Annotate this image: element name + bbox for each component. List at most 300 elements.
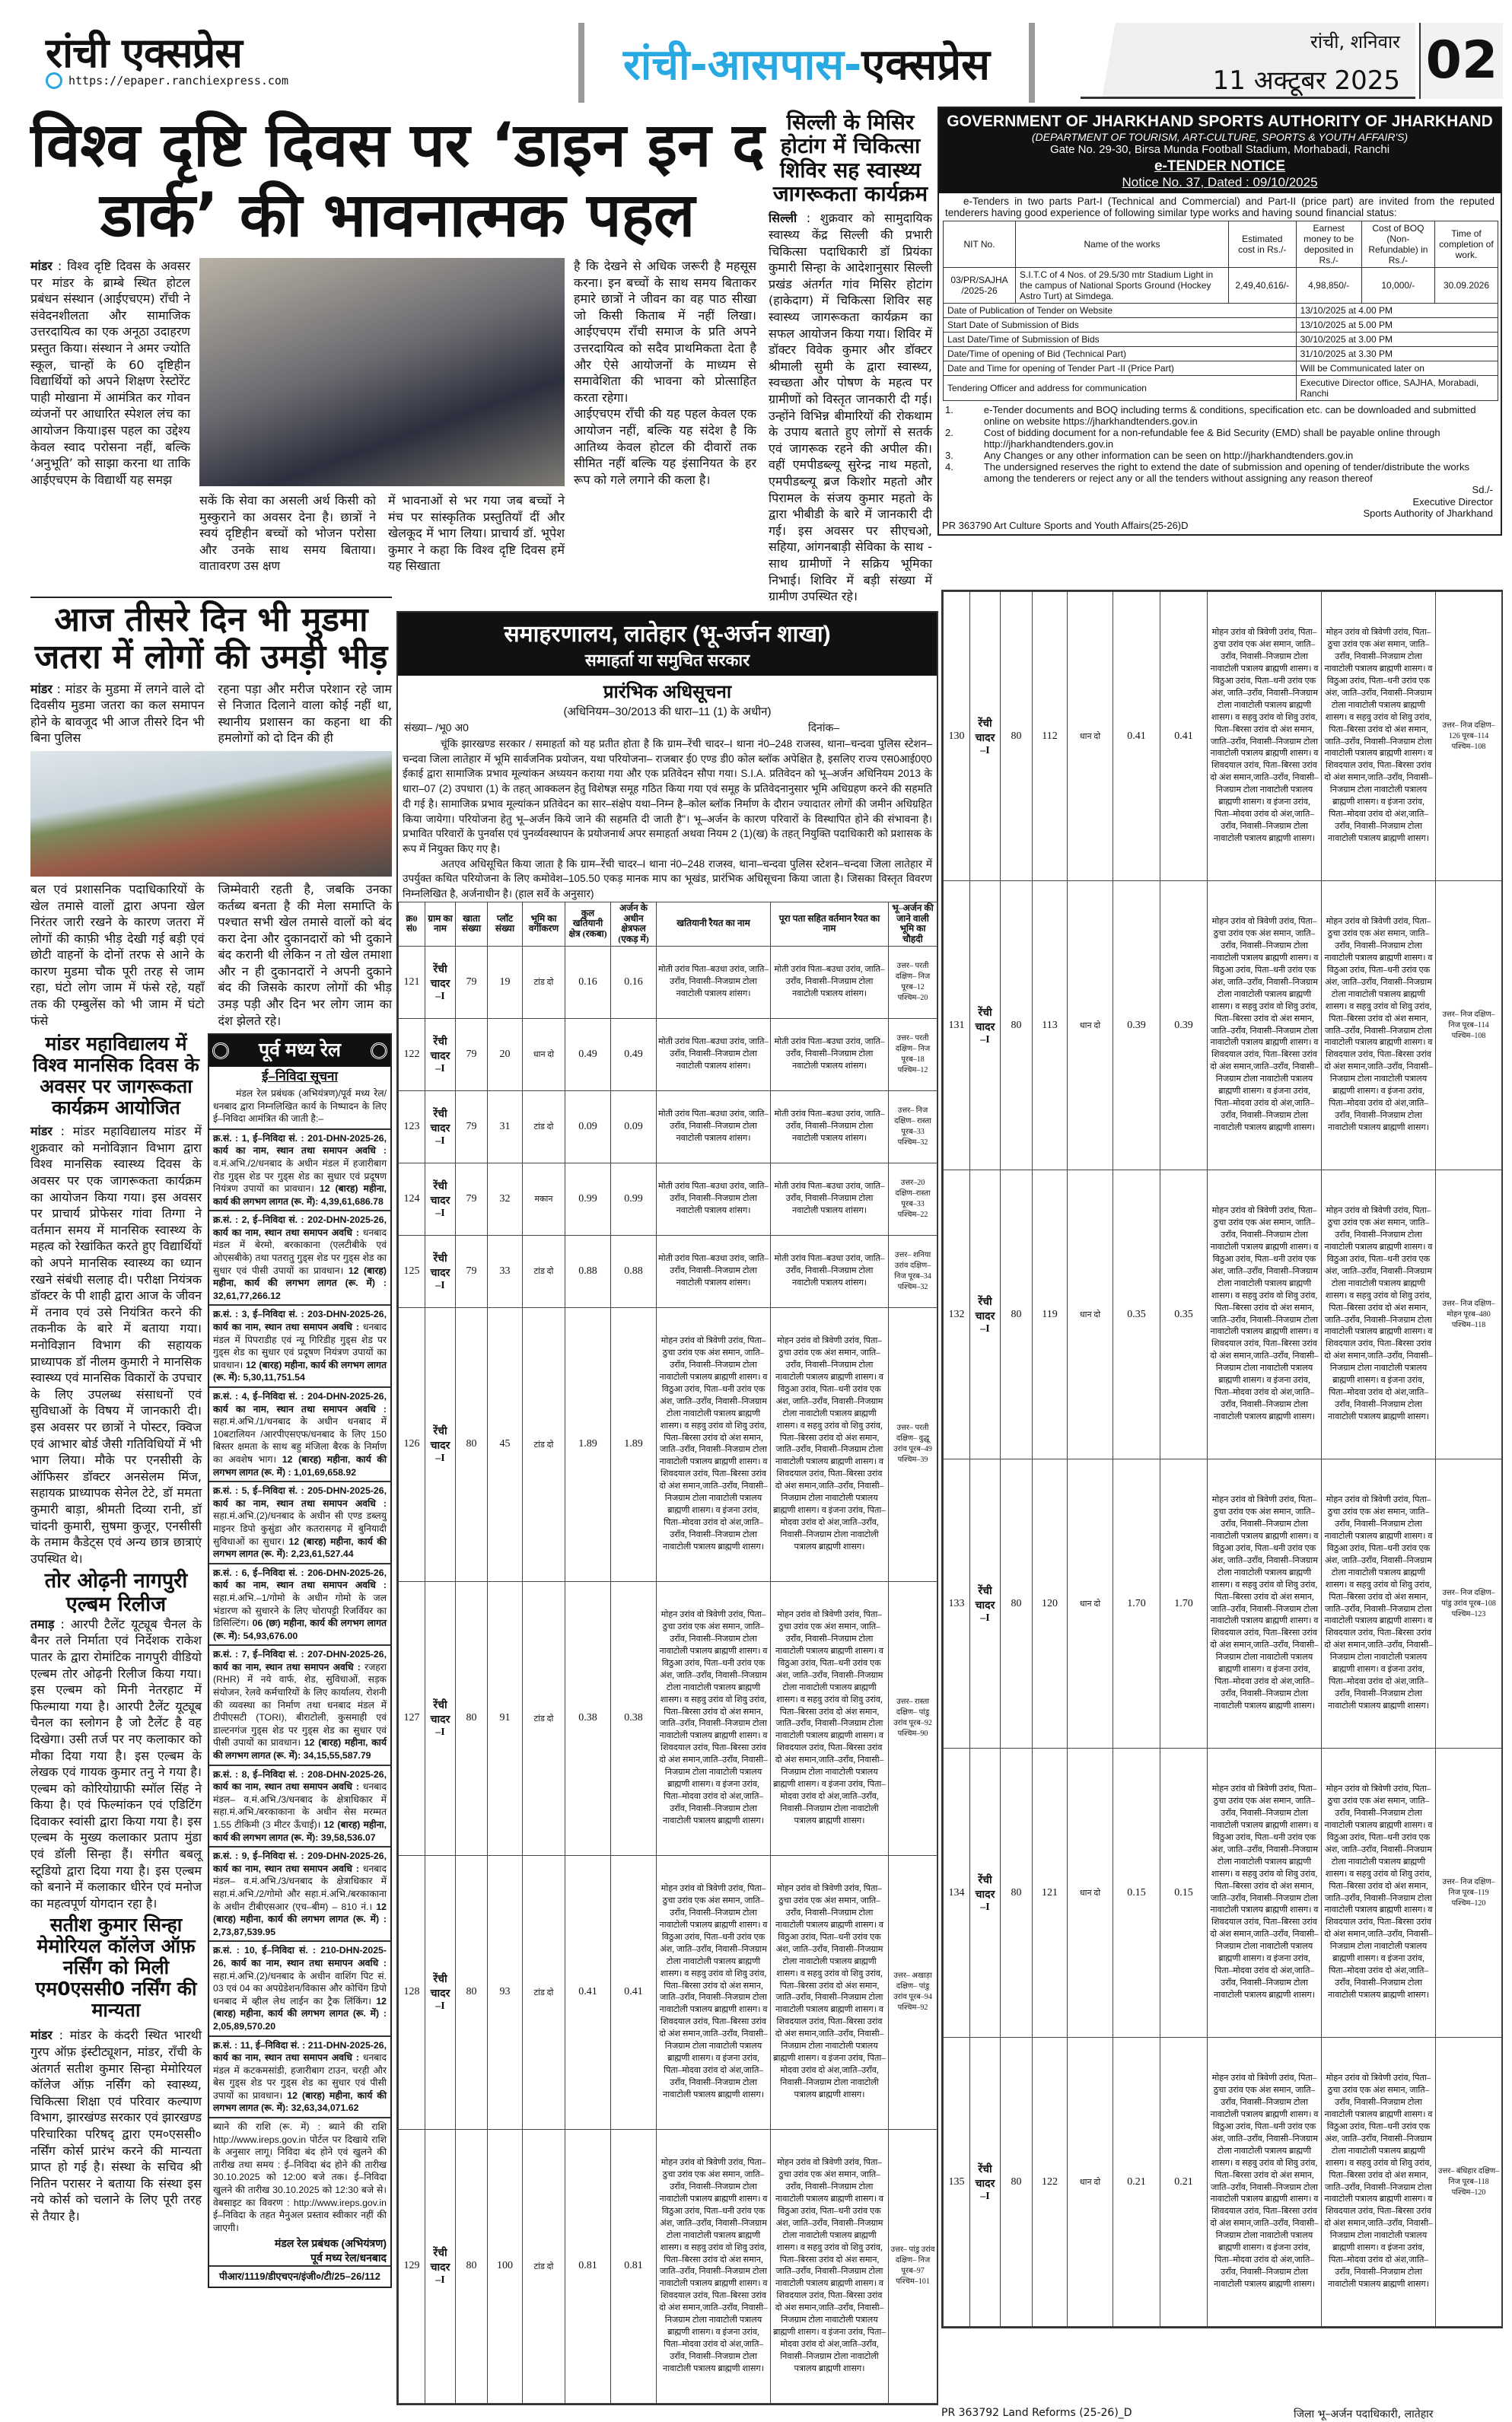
- th: Name of the works: [1016, 221, 1229, 268]
- item-desc: व.मं.अभि./2/धनबाद के अधीन मंडल में हजारीबाग रोड गुड्स शेड पर गुड्स शेड का सुधार एवं प्रदूषण नियंत्रण उपायों का प्रावधान।: [213, 1157, 387, 1195]
- silli-body: [769, 210, 932, 604]
- text: : मांडर के मुडमा में लगने वाले दो दिवसीय मुडमा जतरा का कल समापन होने के बावजूद भी आज तीसरे दिन भी बिना पुलिस: [30, 681, 205, 746]
- note-num: 4.: [945, 461, 953, 473]
- plot-no: 93: [488, 1855, 523, 2129]
- serial-no: 130: [944, 592, 970, 881]
- globe-icon: [46, 72, 62, 89]
- land-class: धान दो: [523, 1018, 565, 1090]
- land-class: धान दो: [1068, 2038, 1113, 2327]
- khatiyani-owner: मोती उरांव पिता–बउधा उरांव, जाति–उराँव, निवासी–निजग्राम टोला नवाटोली पत्रालय शांसग।: [657, 1235, 771, 1307]
- th: Time of completion of work.: [1434, 221, 1498, 268]
- railway-etender-ad: [208, 1033, 392, 2287]
- serial-no: 121: [399, 946, 425, 1018]
- rail-title: पूर्व मध्य रेल: [258, 1039, 342, 1061]
- boundaries: उत्तर– निज दक्षिण– मोहन पूरब–480 पश्चिम–118: [1436, 1170, 1502, 1459]
- acquired-area: 0.35: [1160, 1170, 1208, 1459]
- rail-tender-item: [209, 1644, 390, 1764]
- rail-subtitle: ई–निविदा सूचना: [262, 1069, 338, 1084]
- acquired-area: 0.38: [611, 1581, 657, 1855]
- dateline: मांडर: [30, 1124, 53, 1139]
- boundaries: उत्तर– निज दक्षिण– रास्ता पूरब–33 पश्चिम–32: [889, 1090, 937, 1163]
- current-owner-address: मोहन उरांव वो त्रिवेणी उरांव, पिता–ठुचा उरांव एक अंश समान, जाति–उराँव, निवासी–निजग्राम टोला नावाटोली पत्रालय ब्राह्मणी शासग। व विठुआ उरांव, पिता–धनी उरांव एक अंश, जाति–उराँव, निवासी–निजग्राम टोला नावाटोली पत्रालय ब्राह्मणी शासग। व सहवु उरांव वो शिवु उरांव, पिता–बिरसा उरांव दो अंश समान, जाति–उराँव, निवासी–निजग्राम टोला नावाटोली पत्रालय ब्राह्मणी शासग। व शिवदयाल उरांव, पिता–बिरसा उरांव दो अंश समान,जाति–उराँव, निवासी–निजग्राम टोला नावाटोली पत्रालय ब्राह्मणी शासग। व इंजना उरांव, पिता–मोदवा उरांव दो अंश,जाति–उराँव, निवासी–निजग्राम टोला नावाटोली पत्रालय ब्राह्मणी शासग।: [1322, 1170, 1436, 1459]
- acquired-area: 0.49: [611, 1018, 657, 1090]
- current-owner-address: मोहन उरांव वो त्रिवेणी उरांव, पिता–ठुचा उरांव एक अंश समान, जाति–उराँव, निवासी–निजग्राम टोला नावाटोली पत्रालय ब्राह्मणी शासग। व विठुआ उरांव, पिता–धनी उरांव एक अंश, जाति–उराँव, निवासी–निजग्राम टोला नावाटोली पत्रालय ब्राह्मणी शासग। व सहवु उरांव वो शिवु उरांव, पिता–बिरसा उरांव दो अंश समान, जाति–उराँव, निवासी–निजग्राम टोला नावाटोली पत्रालय ब्राह्मणी शासग। व शिवदयाल उरांव, पिता–बिरसा उरांव दो अंश समान,जाति–उराँव, निवासी–निजग्राम टोला नावाटोली पत्रालय ब्राह्मणी शासग। व इंजना उरांव, पिता–मोदवा उरांव दो अंश,जाति–उराँव, निवासी–निजग्राम टोला नावाटोली पत्रालय ब्राह्मणी शासग।: [1322, 1749, 1436, 2038]
- column-header: खतियानी रैयत का नाम: [657, 902, 771, 946]
- plot-no: 91: [488, 1581, 523, 1855]
- village-name: रेंची चादर –I: [425, 1018, 456, 1090]
- divider: [30, 597, 392, 598]
- current-owner-address: मोती उरांव पिता–बउधा उरांव, जाति–उराँव, निवासी–निजग्राम टोला नवाटोली पत्रालय शांसग।: [771, 1090, 889, 1163]
- item-desc: धनबाद मंडल– व.मं.अभि./3/धनबाद के क्षेत्राधिकार में सहा.मं.अभि./बरकाकाना के अधीन सेस मरम्मत 1.55 टीकिमी (3 मीटर ऊँचाई)।: [213, 1781, 387, 1830]
- land-row: [399, 946, 937, 1018]
- land-signatory: जिला भू–अर्जन पदाधिकारी, लातेहार: [1294, 2408, 1434, 2420]
- notice-title: e-TENDER NOTICE: [1154, 158, 1286, 174]
- acquired-area: 0.16: [611, 946, 657, 1018]
- land-sub: समाहर्ता या समुचित सरकार: [584, 651, 750, 670]
- signature: [939, 484, 1501, 520]
- th: Estimated cost in Rs./-: [1229, 221, 1297, 268]
- boundaries: उत्तर– परती दक्षिण– निज पूरब–18 पश्चिम–12: [889, 1018, 937, 1090]
- village-name: रेंची चादर –I: [970, 1459, 1001, 1749]
- current-owner-address: मोहन उरांव वो त्रिवेणी उरांव, पिता–ठुचा उरांव एक अंश समान, जाति–उराँव, निवासी–निजग्राम टोला नावाटोली पत्रालय ब्राह्मणी शासग। व विठुआ उरांव, पिता–धनी उरांव एक अंश, जाति–उराँव, निवासी–निजग्राम टोला नावाटोली पत्रालय ब्राह्मणी शासग। व सहवु उरांव वो शिवु उरांव, पिता–बिरसा उरांव दो अंश समान, जाति–उराँव, निवासी–निजग्राम टोला नावाटोली पत्रालय ब्राह्मणी शासग। व शिवदयाल उरांव, पिता–बिरसा उरांव दो अंश समान,जाति–उराँव, निवासी–निजग्राम टोला नावाटोली पत्रालय ब्राह्मणी शासग। व इंजना उरांव, पिता–मोदवा उरांव दो अंश,जाति–उराँव, निवासी–निजग्राम टोला नावाटोली पत्रालय ब्राह्मणी शासग।: [1322, 1459, 1436, 1749]
- acquired-area: 0.41: [1160, 592, 1208, 881]
- rail-tender-item: [209, 1765, 390, 1847]
- text: : शुक्रवार को सामुदायिक स्वास्थ्य केंद्र सिल्ली की प्रभारी चिकित्सा पदाधिकारी डॉ प्रियंका कुमारी सिन्हा के आदेशानुसार सिल्ली प्रखंड अंतर्गत गांव मिसिर होटांग (हाकेदाग) में चिकित्सा शिविर सह स्वास्थ्य जागरूकता कार्यक्रम का सफल आयोजन किया गया। शिविर में डॉक्टर विवेक कुमार और डॉक्टर श्रीमाली सुमी के द्वारा स्वास्थ्य, स्वच्छता और पोषण के महत्व पर ग्रामीणों को विस्तृत जानकारी दी गई। उन्होंने विभिन्न बीमारियों की रोकथाम के उपाय बताते हुए लोगों से सतर्क एवं जागरूक रहने की अपील की। वहीं एमपीडब्ल्यू सुरेन्द्र नाथ महतो, एमपीडब्ल्यू ब्रज किशोर महतो और पिरामल के संजय कुमार महतो के द्वारा भीबीडी के बारे में जानकारी दी गई। इस अवसर पर सीएचओ, सहिया, आंगनबाड़ी सेविका के साथ - साथ ग्रामीणों ने सक्रिय भूमिका निभाई। शिविर में बड़ी संख्या में ग्रामीण उपस्थित रहे।: [769, 211, 932, 604]
- item-desc: रजहरा (RHR) में नये वार्फ, शेड, सुविधाओं, सड़क संयोजन, रेलवे कर्मचारियों के लिए कार्यालय, रोशनी की व्यवस्था का निर्माण तथा धनबाद मंडल में टीपीएसटी (TORI), बीराटोली, कुसमाही एवं डाल्टनगंज गुड्स शेड पर गुड्स शेड का सुधार एवं पीसी उपायों का प्रावधान।: [213, 1661, 387, 1749]
- mudma-p1: [30, 681, 205, 746]
- village-name: रेंची चादर –I: [425, 946, 456, 1018]
- item-desc: धनबाद मंडल– व.मं.अभि./3/धनबाद के क्षेत्राधिकार में सहा.मं.अभि./2/गोमो और सहा.मं.अभि./बरकाकाना के अधीन टीबीएसआर (एच–बीम) – 810 नं.।: [213, 1863, 387, 1912]
- lead-col3: में भावनाओं से भर गया जब बच्चों ने मंच पर सांस्कृतिक प्रस्तुतियाँ दीं और खेलकूद में भाग लिया। प्राचार्य डॉ. भूपेश कुमार ने कहा कि विश्व दृष्टि दिवस हमें यह सिखाता: [388, 493, 565, 574]
- khatiyani-owner: मोती उरांव पिता–बउधा उरांव, जाति–उराँव, निवासी–निजग्राम टोला नवाटोली पत्रालय शांसग।: [657, 1163, 771, 1235]
- city-day: रांची, शनिवार: [1310, 31, 1400, 53]
- column-header: प्लॉट संख्या: [488, 902, 523, 946]
- item-label: कार्य का नाम, स्थान तथा समापन अवधि :: [213, 1781, 359, 1793]
- serial-no: 124: [399, 1163, 425, 1235]
- total-area: 0.39: [1113, 881, 1160, 1170]
- rail-signatory-office: पूर्व मध्य रेल/धनबाद: [310, 2252, 387, 2264]
- khatiyani-owner: मोहन उरांव वो त्रिवेणी उरांव, पिता–ठुचा उरांव एक अंश समान, जाति–उराँव, निवासी–निजग्राम टोला नावाटोली पत्रालय ब्राह्मणी शासग। व विठुआ उरांव, पिता–धनी उरांव एक अंश, जाति–उराँव, निवासी–निजग्राम टोला नावाटोली पत्रालय ब्राह्मणी शासग। व सहवु उरांव वो शिवु उरांव, पिता–बिरसा उरांव दो अंश समान, जाति–उराँव, निवासी–निजग्राम टोला नावाटोली पत्रालय ब्राह्मणी शासग। व शिवदयाल उरांव, पिता–बिरसा उरांव दो अंश समान,जाति–उराँव, निवासी–निजग्राम टोला नावाटोली पत्रालय ब्राह्मणी शासग। व इंजना उरांव, पिता–मोदवा उरांव दो अंश,जाति–उराँव, निवासी–निजग्राम टोला नावाटोली पत्रालय ब्राह्मणी शासग।: [1208, 1170, 1322, 1459]
- address: Gate No. 29-30, Birsa Munda Football Stadium, Morhabadi, Ranchi: [1049, 143, 1390, 156]
- note: [945, 461, 1494, 484]
- mudma-headline: आज तीसरे दिन भी मुडमा जतरा में लोगों की उमड़ी भीड़: [34, 600, 388, 677]
- column-header: कुल खतियानी क्षेत्र (रकबा): [565, 902, 611, 946]
- ihm-group-photo: [199, 258, 565, 486]
- lead-col1: [30, 258, 190, 488]
- plot-no: 20: [488, 1018, 523, 1090]
- total-area: 0.35: [1113, 1170, 1160, 1459]
- land-class: टांड दो: [523, 1090, 565, 1163]
- item-label: कार्य का नाम, स्थान तथा समापन अवधि :: [213, 1322, 359, 1333]
- rail-tender-item: [209, 1128, 390, 1211]
- boundaries: उत्तर– अखाड़ा दक्षिण– पांडु उरांव पूरब–94 पश्चिम–92: [889, 1855, 937, 2129]
- land-para: अतएव अधिसूचित किया जाता है कि ग्राम–रेंची चादर–I थाना नं0–248 राजस्व, थाना–चन्दवा पुलिस स्टेशन–चन्दवा जिला लातेहार में उपर्युक्त कथित परियोजना के लिए कमोवेश–105.50 एकड़ मानक माप का भूखंड, प्रारंभिक अधिसूचना किया जाता है। जिसका विस्तृत विवरण निम्नलिखित है, अर्जनाधीन है। (हाल सर्वे के अनुसार): [403, 858, 932, 900]
- plot-no: 113: [1033, 881, 1068, 1170]
- pr-number: PR 363790 Art Culture Sports and Youth Affairs(25-26)D: [942, 519, 1189, 531]
- plot-no: 119: [1033, 1170, 1068, 1459]
- th: NIT No.: [944, 221, 1016, 268]
- item-cost: 12 (बारह) महीना, कार्य की लगभग लागत (रू. में) : 2,73,87,539.95: [213, 1901, 387, 1937]
- land-act: (अधिनियम–30/2013 की धारा–11 (1) के अधीन): [563, 705, 772, 718]
- serial-no: 126: [399, 1307, 425, 1581]
- khata-no: 79: [456, 1163, 488, 1235]
- land-para: चूंकि झारखण्ड सरकार / समाहर्ता को यह प्रतीत होता है कि ग्राम–रेंची चादर–I थाना नं0–248 राजस्व, थाना–चन्दवा पुलिस स्टेशन–चन्दवा जिला लातेहार में भूमि सार्वजनिक प्रयोजन, यथा परियोजना– राजबार ई0 एण्ड डी0 कोल ब्लॉक अपेक्षित है, इसलिए राज्य एस0आई0ए0 ईकाई द्वारा सामाजिक प्रभाव मूल्यांकन अध्ययन कराया गया और एक प्रतिवेदन सौपा गया। S.I.A. प्रतिवेदन को भू–अर्जन अधिनियम 2013 के धारा–07 (2) उपधारा (1) के तहत् आक्कलन हेतु विशेषज्ञ समूह गठित किया गया एवं समूह के प्रतिवेदनानुसार भूमि अधिग्रहण करने की सहमति दी गई है। सामाजिक प्रभाव मूल्यांकन प्रतिवेदन का सार–संक्षेप यथा–निम्न है–कोल ब्लॉक निर्माण के दौरान ज्यादातर लोगों की जमीन अधिग्रहित किया जायेगा। परियोजना हेतु भू–अर्जन किये जाने की सहमति दी जाती है"। भू–अर्जन के कारण परिवारों के विस्थापित होने की संभावना है। प्रभावित परिवारों के पुनर्वास एवं पुनर्व्यवस्थापन के प्रयोजनार्थ अपर समाहर्ता अथवा नियम 2 (1)(ख) के तहत् नियुक्ति पदाधिकारी को प्रशासक के रूप में नियुक्त किए गए है।: [403, 738, 932, 855]
- org-name: GOVERNMENT OF JHARKHAND SPORTS AUTHORITY OF JHARKHAND: [947, 113, 1493, 130]
- sig-line: Executive Director: [1412, 495, 1493, 508]
- mudma-p3: बल एवं प्रशासनिक पदाधिकारियों के खेल तमासे वालों द्वारा अपना खेल निरंतर जारी रखने के कारण जतरा में लोगों की काफ़ी भीड़ देखी गई बड़ी एवं छोटी वाहनों के दोनों तरफ से आने के कारण मुडमा चौक पूरी तरह से जाम रहा, घंटो लोग जाम में फंसे रहे, यहाँ तक की एम्बुलेंस को भी जाम में घंटो फंसे: [30, 881, 205, 1028]
- item-head: क्र.सं. : 5, ई–निविदा सं. : 205-DHN-2025-26,: [213, 1485, 387, 1497]
- sig-line: Sd./-: [1472, 484, 1493, 495]
- item-head: क्र.सं. : 1, ई–निविदा सं. : 201-DHN-2025-26,: [213, 1132, 387, 1144]
- date-value: 30/10/2025 at 3.00 PM: [1296, 333, 1498, 347]
- land-table: [398, 902, 937, 2404]
- serial-no: 127: [399, 1581, 425, 1855]
- land-title: प्रारंभिक अधिसूचना: [603, 682, 732, 702]
- item-desc: सहा.मं.अभि.–1/गोमो के अधीन गोमो के जल भंडारण को सुधारने के लिए चोरापट्टी रिजर्वियर का डिसिल्टिंग।: [213, 1592, 387, 1629]
- land-row: [399, 1090, 937, 1163]
- boundaries: उत्तर– निज दक्षिण– पांडु उरांव पूरब–108 पश्चिम–123: [1436, 1459, 1502, 1749]
- current-owner-address: मोती उरांव पिता–बउधा उरांव, जाति–उराँव, निवासी–निजग्राम टोला नवाटोली पत्रालय शांसग।: [771, 1018, 889, 1090]
- village-name: रेंची चादर –I: [425, 2129, 456, 2403]
- land-pr-number: PR 363792 Land Reforms (25-26)_D: [941, 2407, 1132, 2419]
- lead-headline: विश्व दृष्टि दिवस पर ‘डाइन इन द डार्क’ की भावनात्मक पहल: [30, 110, 765, 250]
- album-headline: तोर ओढ़नी नागपुरी एल्बम रिलीज: [44, 1569, 188, 1616]
- boundaries: उत्तर– निज दक्षिण–126 पूरब–114 पश्चिम–108: [1436, 592, 1502, 881]
- plot-no: 31: [488, 1090, 523, 1163]
- date-label: Tendering Officer and address for communication: [944, 376, 1297, 401]
- khata-no: 80: [1001, 1459, 1033, 1749]
- village-name: रेंची चादर –I: [970, 592, 1001, 881]
- text: : मांडर के कंदरी स्थित भारथी गुरप ऑफ़ इंस्टीट्यूशन, मांडर, राँची के अंतगर्त सतीश कुमार सिन्हा मेमोरियल कॉलेज ऑफ़ नर्सिंग को स्वास्थ्य, चिकित्सा शिक्षा एवं परिवार कल्याण विभाग, झारखंण्ड सरकार एवं झारखण्ड परिचारिका परिषद् द्वारा एम०एससी० नर्सिंग कोर्स प्रारंभ करने की मान्यता प्राप्त हो गई है। संस्था के सचिव श्री नितिन परासर ने बताया कि संस्था इस नये कोर्स को चलाने के लिए पूरी तरह से तैयार है।: [30, 2028, 202, 2223]
- total-area: 0.15: [1113, 1749, 1160, 2038]
- item-head: क्र.सं. : 10, ई–निविदा सं. : 210-DHN-2025-26,: [213, 1945, 387, 1968]
- land-class: टांड दो: [523, 1307, 565, 1581]
- land-row: [399, 1163, 937, 1235]
- section-title-black: एक्सप्रेस: [861, 40, 990, 90]
- text: : विश्व दृष्टि दिवस के अवसर पर मांडर के ब्राम्बे स्थित होटल प्रबंधन संस्थान (आईएचएम) राँची ने संवेदनशीलता और सामाजिक उत्तरदायित्व का एक अनूठा उदाहरण प्रस्तुत किया। संस्थान ने अमर ज्योति स्कूल, चान्हों के 60 दृष्टिहीन विद्यार्थियों को अपने शिक्षण रेस्टोरेंट पाही मोखाना में आमंत्रित कर गोवन व्यंजनों पर आधारित स्पेशल लंच का आयोजन किया।इस पहल का उद्देश्य केवल स्वाद परोसना नहीं, बल्कि ‘अनुभूति’ को साझा करना था ताकि आईएचएम के विद्यार्थी यह समझ: [30, 259, 190, 487]
- notice-number: Notice No. 37, Dated : 09/10/2025: [1122, 175, 1318, 189]
- note-num: 3.: [945, 450, 953, 461]
- khatiyani-owner: मोहन उरांव वो त्रिवेणी उरांव, पिता–ठुचा उरांव एक अंश समान, जाति–उराँव, निवासी–निजग्राम टोला नावाटोली पत्रालय ब्राह्मणी शासग। व विठुआ उरांव, पिता–धनी उरांव एक अंश, जाति–उराँव, निवासी–निजग्राम टोला नावाटोली पत्रालय ब्राह्मणी शासग। व सहवु उरांव वो शिवु उरांव, पिता–बिरसा उरांव दो अंश समान, जाति–उराँव, निवासी–निजग्राम टोला नावाटोली पत्रालय ब्राह्मणी शासग। व शिवदयाल उरांव, पिता–बिरसा उरांव दो अंश समान,जाति–उराँव, निवासी–निजग्राम टोला नावाटोली पत्रालय ब्राह्मणी शासग। व इंजना उरांव, पिता–मोदवा उरांव दो अंश,जाति–उराँव, निवासी–निजग्राम टोला नावाटोली पत्रालय ब्राह्मणी शासग।: [657, 1581, 771, 1855]
- mudma-crowd-photo: [30, 751, 392, 877]
- serial-no: 132: [944, 1170, 970, 1459]
- land-row: [944, 1170, 1502, 1459]
- column-header: भू–अर्जन की जाने वाली भूमि का चौहदी: [889, 902, 937, 946]
- item-head: क्र.सं. : 6, ई–निविदा सं. : 206-DHN-2025-26,: [213, 1567, 387, 1578]
- mudma-p4: जिम्मेवारी रहती है, जबकि उनका कर्तब्य बनता है की मेला समाप्ति के पश्चात सभी खेल तमासे वालों को बंद करा देना और दुकानदारों को भी दुकाने बंद करानी थी लेकिन न तो खेल तमाशा और न ही दुकानदारों ने अपनी दुकाने बंद की जिसके कारण लोगों की भीड़ उमड़ पड़ी और दिन भर लोग जाम का दंश झेलते रहे।: [218, 881, 392, 1028]
- total-area: 0.81: [565, 2129, 611, 2403]
- boundaries: उत्तर– निज दक्षिण– निज पूरब–114 पश्चिम–108: [1436, 881, 1502, 1170]
- current-owner-address: मोहन उरांव वो त्रिवेणी उरांव, पिता–ठुचा उरांव एक अंश समान, जाति–उराँव, निवासी–निजग्राम टोला नावाटोली पत्रालय ब्राह्मणी शासग। व विठुआ उरांव, पिता–धनी उरांव एक अंश, जाति–उराँव, निवासी–निजग्राम टोला नावाटोली पत्रालय ब्राह्मणी शासग। व सहवु उरांव वो शिवु उरांव, पिता–बिरसा उरांव दो अंश समान, जाति–उराँव, निवासी–निजग्राम टोला नावाटोली पत्रालय ब्राह्मणी शासग। व शिवदयाल उरांव, पिता–बिरसा उरांव दो अंश समान,जाति–उराँव, निवासी–निजग्राम टोला नावाटोली पत्रालय ब्राह्मणी शासग। व इंजना उरांव, पिता–मोदवा उरांव दो अंश,जाति–उराँव, निवासी–निजग्राम टोला नावाटोली पत्रालय ब्राह्मणी शासग।: [771, 1307, 889, 1581]
- land-row: [399, 1855, 937, 2129]
- acquired-area: 0.88: [611, 1235, 657, 1307]
- acquired-area: 0.15: [1160, 1749, 1208, 2038]
- land-class: धान दो: [1068, 1459, 1113, 1749]
- item-cost: 12 (बारह) महीना, कार्य की लगभग लागत (रू. में): 34,15,55,587.79: [213, 1737, 387, 1762]
- rail-tender-item: [209, 1940, 390, 2035]
- rail-intro: मंडल रेल प्रबंधक (अभियंत्रण)/पूर्व मध्य रेल/धनबाद द्वारा निम्नलिखित कार्य के निष्पादन के लिए ई–निविदा आमंत्रित की जाती है:–: [213, 1087, 387, 1125]
- acquired-area: 1.70: [1160, 1459, 1208, 1749]
- item-label: कार्य का नाम, स्थान तथा समापन अवधि :: [213, 1661, 361, 1672]
- railway-emblem-icon: [371, 1042, 387, 1059]
- total-area: 0.38: [565, 1581, 611, 1855]
- dept: (DEPARTMENT OF TOURISM, ART-CULTURE, SPORTS & YOUTH AFFAIR'S): [1031, 131, 1409, 143]
- boq-cost: 10,000/-: [1361, 268, 1434, 304]
- land-class: मकान: [523, 1163, 565, 1235]
- date-value: 13/10/2025 at 5.00 PM: [1296, 318, 1498, 333]
- item-head: क्र.सं. : 3, ई–निविदा सं. : 203-DHN-2025-26,: [213, 1309, 387, 1320]
- album-body: [30, 1616, 202, 1912]
- khatiyani-owner: मोहन उरांव वो त्रिवेणी उरांव, पिता–ठुचा उरांव एक अंश समान, जाति–उराँव, निवासी–निजग्राम टोला नावाटोली पत्रालय ब्राह्मणी शासग। व विठुआ उरांव, पिता–धनी उरांव एक अंश, जाति–उराँव, निवासी–निजग्राम टोला नावाटोली पत्रालय ब्राह्मणी शासग। व सहवु उरांव वो शिवु उरांव, पिता–बिरसा उरांव दो अंश समान, जाति–उराँव, निवासी–निजग्राम टोला नावाटोली पत्रालय ब्राह्मणी शासग। व शिवदयाल उरांव, पिता–बिरसा उरांव दो अंश समान,जाति–उराँव, निवासी–निजग्राम टोला नावाटोली पत्रालय ब्राह्मणी शासग। व इंजना उरांव, पिता–मोदवा उरांव दो अंश,जाति–उराँव, निवासी–निजग्राम टोला नावाटोली पत्रालय ब्राह्मणी शासग।: [657, 1307, 771, 1581]
- serial-no: 128: [399, 1855, 425, 2129]
- plot-no: 45: [488, 1307, 523, 1581]
- item-label: कार्य का नाम, स्थान तथा समापन अवधि :: [213, 1403, 387, 1415]
- acquired-area: 0.39: [1160, 881, 1208, 1170]
- boundaries: उत्तर– बंधिहार दक्षिण– निज पूरब–118 पश्चिम–120: [1436, 2038, 1502, 2327]
- khata-no: 79: [456, 1090, 488, 1163]
- rail-signatory: मंडल रेल प्रबंधक (अभियंत्रण): [274, 2237, 387, 2250]
- khata-no: 80: [1001, 2038, 1033, 2327]
- serial-no: 131: [944, 881, 970, 1170]
- note-num: 1.: [945, 404, 953, 415]
- khatiyani-owner: मोती उरांव पिता–बउधा उरांव, जाति–उराँव, निवासी–निजग्राम टोला नवाटोली पत्रालय शांसग।: [657, 1090, 771, 1163]
- total-area: 0.41: [565, 1855, 611, 2129]
- column-header: पूरा पता सहित वर्तमान रैयत का नाम: [771, 902, 889, 946]
- plot-no: 100: [488, 2129, 523, 2403]
- boundaries: उत्तर– परती दक्षिण– निज पूरब–12 पश्चिम–20: [889, 946, 937, 1018]
- current-owner-address: मोती उरांव पिता–बउधा उरांव, जाति–उराँव, निवासी–निजग्राम टोला नवाटोली पत्रालय शांसग।: [771, 946, 889, 1018]
- land-row: [399, 1581, 937, 1855]
- boundaries: उत्तर– शनिया उरांव दक्षिण– निज पूरब–34 पश्चिम–32: [889, 1235, 937, 1307]
- college-headline: मांडर महाविद्यालय में विश्व मानसिक दिवस के अवसर पर जागरूकता कार्यक्रम आयोजित: [33, 1033, 199, 1119]
- item-cost: 12 (बारह) महीना, कार्य की लगभग लागत (रू. में) : 32,61,77,266.12: [213, 1265, 387, 1301]
- land-class: टांड दो: [523, 946, 565, 1018]
- khatiyani-owner: मोहन उरांव वो त्रिवेणी उरांव, पिता–ठुचा उरांव एक अंश समान, जाति–उराँव, निवासी–निजग्राम टोला नावाटोली पत्रालय ब्राह्मणी शासग। व विठुआ उरांव, पिता–धनी उरांव एक अंश, जाति–उराँव, निवासी–निजग्राम टोला नावाटोली पत्रालय ब्राह्मणी शासग। व सहवु उरांव वो शिवु उरांव, पिता–बिरसा उरांव दो अंश समान, जाति–उराँव, निवासी–निजग्राम टोला नावाटोली पत्रालय ब्राह्मणी शासग। व शिवदयाल उरांव, पिता–बिरसा उरांव दो अंश समान,जाति–उराँव, निवासी–निजग्राम टोला नावाटोली पत्रालय ब्राह्मणी शासग। व इंजना उरांव, पिता–मोदवा उरांव दो अंश,जाति–उराँव, निवासी–निजग्राम टोला नावाटोली पत्रालय ब्राह्मणी शासग।: [1208, 2038, 1322, 2327]
- rail-tender-item: [209, 1481, 390, 1563]
- rail-tender-item: [209, 1846, 390, 1940]
- khata-no: 79: [456, 1235, 488, 1307]
- tender-notes: [939, 401, 1501, 484]
- estimated-cost: 2,49,40,616/-: [1229, 268, 1297, 304]
- silli-story: [769, 110, 932, 605]
- left-narrow-column: [30, 1033, 202, 2224]
- item-label: कार्य का नाम, स्थान तथा समापन अवधि :: [213, 1145, 387, 1157]
- dateline-box: [1081, 23, 1415, 99]
- column-header: ग्राम का नाम: [425, 902, 456, 946]
- url-text: https://epaper.ranchiexpress.com: [68, 74, 288, 88]
- column-header: क्र0 सं0: [399, 902, 425, 946]
- note-num: 2.: [945, 427, 953, 438]
- dateline: मांडर: [30, 2028, 53, 2043]
- current-owner-address: मोती उरांव पिता–बउधा उरांव, जाति–उराँव, निवासी–निजग्राम टोला नवाटोली पत्रालय शांसग।: [771, 1235, 889, 1307]
- serial-no: 133: [944, 1459, 970, 1749]
- item-desc: सहा.मं.अभि.(2)/धनबाद के अधीन वाशिंग पिट सं. 03 एवं 04 का अपग्रेडेशन/विकास और कोचिंग डिपो धनबाद में व्हील लेथ लाईन का ट्रैक लिंकिंग।: [213, 1970, 387, 2007]
- land-row: [399, 1018, 937, 1090]
- note: [945, 427, 1494, 450]
- rail-tender-item: [209, 2035, 390, 2118]
- village-name: रेंची चादर –I: [425, 1235, 456, 1307]
- village-name: रेंची चादर –I: [425, 1307, 456, 1581]
- khatiyani-owner: मोहन उरांव वो त्रिवेणी उरांव, पिता–ठुचा उरांव एक अंश समान, जाति–उराँव, निवासी–निजग्राम टोला नावाटोली पत्रालय ब्राह्मणी शासग। व विठुआ उरांव, पिता–धनी उरांव एक अंश, जाति–उराँव, निवासी–निजग्राम टोला नावाटोली पत्रालय ब्राह्मणी शासग। व सहवु उरांव वो शिवु उरांव, पिता–बिरसा उरांव दो अंश समान, जाति–उराँव, निवासी–निजग्राम टोला नावाटोली पत्रालय ब्राह्मणी शासग। व शिवदयाल उरांव, पिता–बिरसा उरांव दो अंश समान,जाति–उराँव, निवासी–निजग्राम टोला नावाटोली पत्रालय ब्राह्मणी शासग। व इंजना उरांव, पिता–मोदवा उरांव दो अंश,जाति–उराँव, निवासी–निजग्राम टोला नावाटोली पत्रालय ब्राह्मणी शासग।: [657, 2129, 771, 2403]
- dateline: मांडर: [30, 259, 53, 273]
- text: : आरपी टैलेंट यूट्यूब चैनल के बैनर तले निर्माता एवं निर्देशक राकेश पातर के द्वारा रोमांटिक नागपुरी वीडियो एल्बम तोर ओढ़नी रिलीज किया गया। इस एल्बम को मिनी नेतरहाट में फिल्माया गया है। आरपी टैलेंट यूट्यूब चैनल का स्लोगन है जो टैलेंट है वह दिखेगा। उसी तर्ज पर नए कलाकार को मौका दिया गया है। इस एल्बम के लेखक एवं गायक कुमार तनु ने गया है। एल्बम को कोरियोग्राफी स्मॉल सिंह ने किया है। एवं फिल्मांकन एवं एडिटिंग दिवाकर स्वांसी द्वारा किया गया है। इस एल्बम के मुख्य कलाकार प्रताप मुंडा एवं डॉली सिन्हा हैं। संगीत बबलू स्टूडियो द्वारा दिया गया है। इस एल्बम को बनाने में कलाकार धीरेन एवं मनोज का महत्वपूर्ण योगदान रहा है।: [30, 1616, 202, 1911]
- plot-no: 122: [1033, 2038, 1068, 2327]
- current-owner-address: मोती उरांव पिता–बउधा उरांव, जाति–उराँव, निवासी–निजग्राम टोला नवाटोली पत्रालय शांसग।: [771, 1163, 889, 1235]
- land-class: धान दो: [1068, 1749, 1113, 2038]
- boundaries: उत्तर– रास्ता दक्षिण– पांडु उरांव पूरब–92 पश्चिम–90: [889, 1581, 937, 1855]
- total-area: 0.09: [565, 1090, 611, 1163]
- khatiyani-owner: मोहन उरांव वो त्रिवेणी उरांव, पिता–ठुचा उरांव एक अंश समान, जाति–उराँव, निवासी–निजग्राम टोला नावाटोली पत्रालय ब्राह्मणी शासग। व विठुआ उरांव, पिता–धनी उरांव एक अंश, जाति–उराँव, निवासी–निजग्राम टोला नावाटोली पत्रालय ब्राह्मणी शासग। व सहवु उरांव वो शिवु उरांव, पिता–बिरसा उरांव दो अंश समान, जाति–उराँव, निवासी–निजग्राम टोला नावाटोली पत्रालय ब्राह्मणी शासग। व शिवदयाल उरांव, पिता–बिरसा उरांव दो अंश समान,जाति–उराँव, निवासी–निजग्राम टोला नावाटोली पत्रालय ब्राह्मणी शासग। व इंजना उरांव, पिता–मोदवा उरांव दो अंश,जाति–उराँव, निवासी–निजग्राम टोला नावाटोली पत्रालय ब्राह्मणी शासग।: [1208, 1459, 1322, 1749]
- land-row: [944, 2038, 1502, 2327]
- item-label: कार्य का नाम, स्थान तथा समापन अवधि :: [213, 2052, 359, 2064]
- page-number: 02: [1419, 23, 1503, 99]
- current-owner-address: मोहन उरांव वो त्रिवेणी उरांव, पिता–ठुचा उरांव एक अंश समान, जाति–उराँव, निवासी–निजग्राम टोला नावाटोली पत्रालय ब्राह्मणी शासग। व विठुआ उरांव, पिता–धनी उरांव एक अंश, जाति–उराँव, निवासी–निजग्राम टोला नावाटोली पत्रालय ब्राह्मणी शासग। व सहवु उरांव वो शिवु उरांव, पिता–बिरसा उरांव दो अंश समान, जाति–उराँव, निवासी–निजग्राम टोला नावाटोली पत्रालय ब्राह्मणी शासग। व शिवदयाल उरांव, पिता–बिरसा उरांव दो अंश समान,जाति–उराँव, निवासी–निजग्राम टोला नावाटोली पत्रालय ब्राह्मणी शासग। व इंजना उरांव, पिता–मोदवा उरांव दो अंश,जाति–उराँव, निवासी–निजग्राम टोला नावाटोली पत्रालय ब्राह्मणी शासग।: [1322, 881, 1436, 1170]
- nursing-body: [30, 2027, 202, 2224]
- epaper-url[interactable]: [46, 72, 288, 89]
- village-name: रेंची चादर –I: [425, 1855, 456, 2129]
- khata-no: 80: [456, 1581, 488, 1855]
- land-class: धान दो: [1068, 592, 1113, 881]
- tender-table: [943, 221, 1498, 401]
- mudma-p2: रहना पड़ा और मरीज परेशान रहे जाम से निजात दिलाने वाला कोई नहीं था, स्थानीय प्रशासन का कहना था की हमलोगों को दो दिन की ही: [218, 681, 392, 746]
- item-head: क्र.सं. : 7, ई–निविदा सं. : 207-DHN-2025-26,: [213, 1649, 387, 1660]
- dateline: सिल्ली: [769, 211, 797, 226]
- item-desc: धनबाद मंडल में कटकमसांडी, हजारीबाग टाउन, चरही और बेस गुड्स शेड पर गुड्स शेड का सुधार एवं पीसी उपायों का प्रावधान।: [213, 2052, 387, 2101]
- item-cost: 12 (बारह) महीना, कार्य की लगभग लागत (रू. में): 2,23,61,527.44: [213, 1536, 387, 1560]
- date-value: 13/10/2025 at 4.00 PM: [1296, 304, 1498, 318]
- item-label: कार्य का नाम, स्थान तथा समापन अवधि :: [213, 1497, 387, 1509]
- plot-no: 32: [488, 1163, 523, 1235]
- item-label: कार्य का नाम, स्थान तथा समापन अवधि :: [213, 1863, 359, 1874]
- date-label: Last Date/Time of Submission of Bids: [944, 333, 1297, 347]
- item-head: क्र.सं. : 2, ई–निविदा सं. : 202-DHN-2025-26,: [213, 1214, 387, 1226]
- lead-col4: [574, 258, 756, 488]
- current-owner-address: मोहन उरांव वो त्रिवेणी उरांव, पिता–ठुचा उरांव एक अंश समान, जाति–उराँव, निवासी–निजग्राम टोला नावाटोली पत्रालय ब्राह्मणी शासग। व विठुआ उरांव, पिता–धनी उरांव एक अंश, जाति–उराँव, निवासी–निजग्राम टोला नावाटोली पत्रालय ब्राह्मणी शासग। व सहवु उरांव वो शिवु उरांव, पिता–बिरसा उरांव दो अंश समान, जाति–उराँव, निवासी–निजग्राम टोला नावाटोली पत्रालय ब्राह्मणी शासग। व शिवदयाल उरांव, पिता–बिरसा उरांव दो अंश समान,जाति–उराँव, निवासी–निजग्राम टोला नावाटोली पत्रालय ब्राह्मणी शासग। व इंजना उरांव, पिता–मोदवा उरांव दो अंश,जाति–उराँव, निवासी–निजग्राम टोला नावाटोली पत्रालय ब्राह्मणी शासग।: [771, 1581, 889, 1855]
- total-area: 0.16: [565, 946, 611, 1018]
- date-value: Executive Director office, SAJHA, Morabadi, Ranchi: [1296, 376, 1498, 401]
- serial-no: 122: [399, 1018, 425, 1090]
- date-value: Will be Communicated later on: [1296, 361, 1498, 376]
- plot-no: 112: [1033, 592, 1068, 881]
- khata-no: 80: [1001, 592, 1033, 881]
- khatiyani-owner: मोती उरांव पिता–बउधा उरांव, जाति–उराँव, निवासी–निजग्राम टोला नवाटोली पत्रालय शांसग।: [657, 1018, 771, 1090]
- plot-no: 33: [488, 1235, 523, 1307]
- total-area: 1.89: [565, 1307, 611, 1581]
- khata-no: 80: [456, 1307, 488, 1581]
- item-head: क्र.सं. : 11, ई–निविदा सं. : 211-DHN-2025-26,: [213, 2039, 387, 2051]
- earnest-money: 4,98,850/-: [1296, 268, 1361, 304]
- railway-emblem-icon: [212, 1042, 229, 1059]
- column-header: भूमि का वर्गीकरण: [523, 902, 565, 946]
- item-desc: धनबाद मंडल में बेरमो, बरकाकाना (एलटीबीके एवं ओएसबीके) तथा पतरातु गुड्स शेड पर गुड्स शेड का सुधार एवं पीसी उपायों का प्रावधान।: [213, 1227, 387, 1276]
- acquired-area: 0.21: [1160, 2038, 1208, 2327]
- date-label: Date/Time of opening of Bid (Technical Part): [944, 347, 1297, 361]
- boundaries: उत्तर– परती दक्षिण– वुद्धू उरांव पूरब–49 पश्चिम–39: [889, 1307, 937, 1581]
- acquired-area: 0.81: [611, 2129, 657, 2403]
- land-row: [399, 2129, 937, 2403]
- khatiyani-owner: मोहन उरांव वो त्रिवेणी उरांव, पिता–ठुचा उरांव एक अंश समान, जाति–उराँव, निवासी–निजग्राम टोला नावाटोली पत्रालय ब्राह्मणी शासग। व विठुआ उरांव, पिता–धनी उरांव एक अंश, जाति–उराँव, निवासी–निजग्राम टोला नावाटोली पत्रालय ब्राह्मणी शासग। व सहवु उरांव वो शिवु उरांव, पिता–बिरसा उरांव दो अंश समान, जाति–उराँव, निवासी–निजग्राम टोला नावाटोली पत्रालय ब्राह्मणी शासग। व शिवदयाल उरांव, पिता–बिरसा उरांव दो अंश समान,जाति–उराँव, निवासी–निजग्राम टोला नावाटोली पत्रालय ब्राह्मणी शासग। व इंजना उरांव, पिता–मोदवा उरांव दो अंश,जाति–उराँव, निवासी–निजग्राम टोला नावाटोली पत्रालय ब्राह्मणी शासग।: [1208, 592, 1322, 881]
- note-text: Cost of bidding document for a non-refundable fee & Bid Security (EMD) shall be payable online through http://jharkhandtenders.gov.in: [983, 427, 1440, 450]
- date-label: Date of Publication of Tender on Website: [944, 304, 1297, 318]
- land-row: [944, 881, 1502, 1170]
- sports-tender-ad: [937, 107, 1502, 536]
- item-head: क्र.सं. : 4, ई–निविदा सं. : 204-DHN-2025-26,: [213, 1391, 387, 1402]
- village-name: रेंची चादर –I: [970, 1170, 1001, 1459]
- acquired-area: 0.09: [611, 1090, 657, 1163]
- land-class: टांड दो: [523, 1235, 565, 1307]
- rail-ref: पीआर/1119/डीएचएन/इंजी०/टी/25–26/112: [209, 2265, 390, 2287]
- land-row: [944, 1749, 1502, 2038]
- silli-headline: सिल्ली के मिसिर होटांग में चिकित्सा शिविर सह स्वास्थ्य जागरूकता कार्यक्रम: [772, 110, 928, 207]
- village-name: रेंची चादर –I: [425, 1163, 456, 1235]
- land-row: [944, 592, 1502, 881]
- land-table: [943, 591, 1502, 2327]
- plot-no: 121: [1033, 1749, 1068, 2038]
- date-label: Start Date of Submission of Bids: [944, 318, 1297, 333]
- total-area: 0.88: [565, 1235, 611, 1307]
- current-owner-address: मोहन उरांव वो त्रिवेणी उरांव, पिता–ठुचा उरांव एक अंश समान, जाति–उराँव, निवासी–निजग्राम टोला नावाटोली पत्रालय ब्राह्मणी शासग। व विठुआ उरांव, पिता–धनी उरांव एक अंश, जाति–उराँव, निवासी–निजग्राम टोला नावाटोली पत्रालय ब्राह्मणी शासग। व सहवु उरांव वो शिवु उरांव, पिता–बिरसा उरांव दो अंश समान, जाति–उराँव, निवासी–निजग्राम टोला नावाटोली पत्रालय ब्राह्मणी शासग। व शिवदयाल उरांव, पिता–बिरसा उरांव दो अंश समान,जाति–उराँव, निवासी–निजग्राम टोला नावाटोली पत्रालय ब्राह्मणी शासग। व इंजना उरांव, पिता–मोदवा उरांव दो अंश,जाति–उराँव, निवासी–निजग्राम टोला नावाटोली पत्रालय ब्राह्मणी शासग।: [771, 1855, 889, 2129]
- item-desc: सहा.मं.अभि./1/धनबाद के अधीन धनबाद में 10बटालियन /आरपीएसएफ/धनबाद के लिए 150 बिस्तर क्षमता के साथ बहु मंजिला बैरक के निर्माण का अवशेष भाग।: [213, 1416, 387, 1465]
- item-label: कार्य का नाम, स्थान तथा समापन अवधि :: [213, 1227, 359, 1238]
- land-class: धान दो: [1068, 1170, 1113, 1459]
- rail-tender-item: [209, 1304, 390, 1386]
- khata-no: 80: [1001, 1170, 1033, 1459]
- acquired-area: 0.41: [611, 1855, 657, 2129]
- section-title-blue: रांची-आसपास-: [623, 40, 862, 90]
- note: [945, 404, 1494, 427]
- land-class: टांड दो: [523, 2129, 565, 2403]
- acquired-area: 0.99: [611, 1163, 657, 1235]
- completion-time: 30.09.2026: [1434, 268, 1498, 304]
- nursing-headline: सतीश कुमार सिन्हा मेमोरियल कॉलेज ऑफ़ नर्सिंग को मिली एम0एससी0 नर्सिंग की मान्यता: [35, 1914, 197, 2022]
- land-org: समाहरणालय, लातेहार (भू-अर्जन शाखा): [504, 622, 831, 647]
- current-owner-address: मोहन उरांव वो त्रिवेणी उरांव, पिता–ठुचा उरांव एक अंश समान, जाति–उराँव, निवासी–निजग्राम टोला नावाटोली पत्रालय ब्राह्मणी शासग। व विठुआ उरांव, पिता–धनी उरांव एक अंश, जाति–उराँव, निवासी–निजग्राम टोला नावाटोली पत्रालय ब्राह्मणी शासग। व सहवु उरांव वो शिवु उरांव, पिता–बिरसा उरांव दो अंश समान, जाति–उराँव, निवासी–निजग्राम टोला नावाटोली पत्रालय ब्राह्मणी शासग। व शिवदयाल उरांव, पिता–बिरसा उरांव दो अंश समान,जाति–उराँव, निवासी–निजग्राम टोला नावाटोली पत्रालय ब्राह्मणी शासग। व इंजना उरांव, पिता–मोदवा उरांव दो अंश,जाति–उराँव, निवासी–निजग्राम टोला नावाटोली पत्रालय ब्राह्मणी शासग।: [1322, 592, 1436, 881]
- item-cost: 12 (बारह) महीना, कार्य की लगभग लागत (रू. में): 39,58,536.07: [213, 1819, 387, 1843]
- total-area: 0.41: [1113, 592, 1160, 881]
- serial-no: 134: [944, 1749, 970, 2038]
- plot-no: 19: [488, 946, 523, 1018]
- total-area: 0.49: [565, 1018, 611, 1090]
- serial-no: 129: [399, 2129, 425, 2403]
- item-cost: 12 (बारह) महीना, कार्य की लगभग लागत (रू. में) : 2,05,89,570.20: [213, 1995, 387, 2032]
- item-label: कार्य का नाम, स्थान तथा समापन अवधि :: [213, 1580, 387, 1591]
- dateline: मांडर: [30, 681, 53, 696]
- khata-no: 79: [456, 1018, 488, 1090]
- nit-no: 03/PR/SAJHA /2025-26: [944, 268, 1016, 304]
- khatiyani-owner: मोहन उरांव वो त्रिवेणी उरांव, पिता–ठुचा उरांव एक अंश समान, जाति–उराँव, निवासी–निजग्राम टोला नावाटोली पत्रालय ब्राह्मणी शासग। व विठुआ उरांव, पिता–धनी उरांव एक अंश, जाति–उराँव, निवासी–निजग्राम टोला नावाटोली पत्रालय ब्राह्मणी शासग। व सहवु उरांव वो शिवु उरांव, पिता–बिरसा उरांव दो अंश समान, जाति–उराँव, निवासी–निजग्राम टोला नावाटोली पत्रालय ब्राह्मणी शासग। व शिवदयाल उरांव, पिता–बिरसा उरांव दो अंश समान,जाति–उराँव, निवासी–निजग्राम टोला नावाटोली पत्रालय ब्राह्मणी शासग। व इंजना उरांव, पिता–मोदवा उरांव दो अंश,जाति–उराँव, निवासी–निजग्राम टोला नावाटोली पत्रालय ब्राह्मणी शासग।: [1208, 1749, 1322, 2038]
- newspaper-logo: रांची एक्सप्रेस: [46, 29, 242, 77]
- college-body: [30, 1123, 202, 1567]
- left-column: [30, 595, 392, 2288]
- khata-no: 80: [456, 1855, 488, 2129]
- current-owner-address: मोहन उरांव वो त्रिवेणी उरांव, पिता–ठुचा उरांव एक अंश समान, जाति–उराँव, निवासी–निजग्राम टोला नावाटोली पत्रालय ब्राह्मणी शासग। व विठुआ उरांव, पिता–धनी उरांव एक अंश, जाति–उराँव, निवासी–निजग्राम टोला नावाटोली पत्रालय ब्राह्मणी शासग। व सहवु उरांव वो शिवु उरांव, पिता–बिरसा उरांव दो अंश समान, जाति–उराँव, निवासी–निजग्राम टोला नावाटोली पत्रालय ब्राह्मणी शासग। व शिवदयाल उरांव, पिता–बिरसा उरांव दो अंश समान,जाति–उराँव, निवासी–निजग्राम टोला नावाटोली पत्रालय ब्राह्मणी शासग। व इंजना उरांव, पिता–मोदवा उरांव दो अंश,जाति–उराँव, निवासी–निजग्राम टोला नावाटोली पत्रालय ब्राह्मणी शासग।: [771, 2129, 889, 2403]
- th: Cost of BOQ (Non-Refundable) in Rs./-: [1361, 221, 1434, 268]
- khatiyani-owner: मोहन उरांव वो त्रिवेणी उरांव, पिता–ठुचा उरांव एक अंश समान, जाति–उराँव, निवासी–निजग्राम टोला नावाटोली पत्रालय ब्राह्मणी शासग। व विठुआ उरांव, पिता–धनी उरांव एक अंश, जाति–उराँव, निवासी–निजग्राम टोला नावाटोली पत्रालय ब्राह्मणी शासग। व सहवु उरांव वो शिवु उरांव, पिता–बिरसा उरांव दो अंश समान, जाति–उराँव, निवासी–निजग्राम टोला नावाटोली पत्रालय ब्राह्मणी शासग। व शिवदयाल उरांव, पिता–बिरसा उरांव दो अंश समान,जाति–उराँव, निवासी–निजग्राम टोला नावाटोली पत्रालय ब्राह्मणी शासग। व इंजना उरांव, पिता–मोदवा उरांव दो अंश,जाति–उराँव, निवासी–निजग्राम टोला नावाटोली पत्रालय ब्राह्मणी शासग।: [657, 1855, 771, 2129]
- land-number: संख्या– /भू0 अ0: [404, 721, 469, 734]
- item-label: कार्य का नाम, स्थान तथा समापन अवधि :: [231, 1957, 387, 1968]
- khata-no: 80: [456, 2129, 488, 2403]
- plot-no: 120: [1033, 1459, 1068, 1749]
- th: Earnest money to be deposited in Rs./-: [1296, 221, 1361, 268]
- note: [945, 450, 1494, 461]
- dateline: तमाड़: [30, 1616, 55, 1631]
- date-label: Date and Time for opening of Tender Part -II (Price Part): [944, 361, 1297, 376]
- item-cost: 12 (बारह) महीना, कार्य की लगभग लागत (रू. में): 5,30,11,751.54: [213, 1359, 387, 1383]
- lead-story: [30, 110, 765, 574]
- village-name: रेंची चादर –I: [425, 1581, 456, 1855]
- item-head: क्र.सं. : 8, ई–निविदा सं. : 208-DHN-2025-26,: [213, 1768, 387, 1780]
- total-area: 0.21: [1113, 2038, 1160, 2327]
